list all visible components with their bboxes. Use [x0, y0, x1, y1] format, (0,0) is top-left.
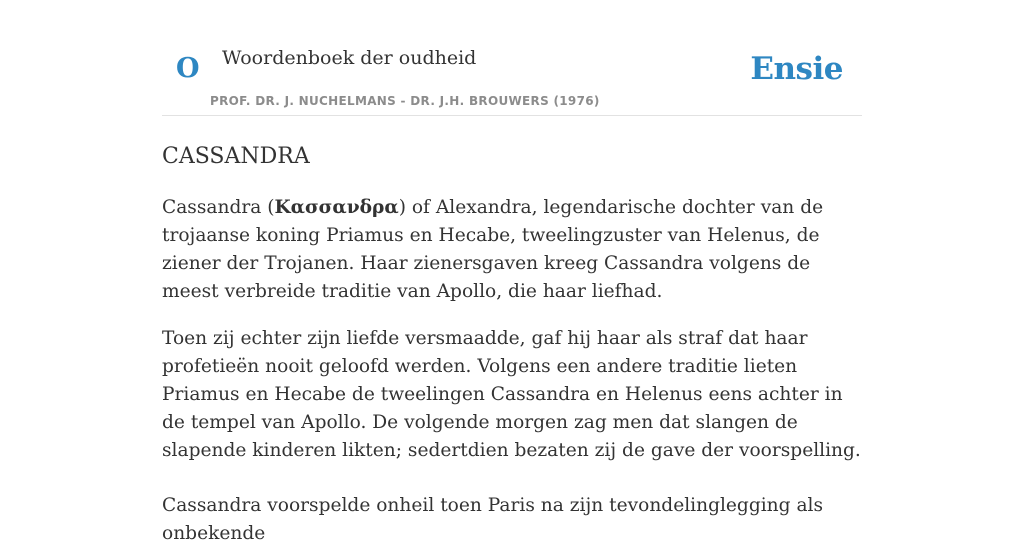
- greek-term: Κασσανδρα: [274, 197, 399, 218]
- index-letter[interactable]: O: [176, 53, 200, 84]
- paragraph-text: ) of Alexandra, legendarische dochter van de trojaanse koning Priamus en Hecabe, tweelingzuster van Helenus, de ziener der Trojanen. Haar zienersgaven kreeg Cassandra volgens de meest verbreide traditie van Apollo, die haar liefhad.: [162, 197, 824, 302]
- book-title-link[interactable]: Woordenboek der oudheid: [222, 47, 477, 69]
- book-authors: PROF. DR. J. NUCHELMANS - DR. J.H. BROUWERS (1976): [210, 94, 600, 108]
- ensie-logo[interactable]: Ensie: [750, 51, 843, 87]
- entry-paragraph: [162, 194, 862, 306]
- entry-title: CASSANDRA: [162, 144, 310, 169]
- paragraph-text: Cassandra (: [162, 197, 275, 218]
- entry-paragraph: Toen zij echter zijn liefde versmaadde, gaf hij haar als straf dat haar profetieën nooit geloofd werden. Volgens een andere traditie lieten Priamus en Hecabe de tweelingen Cassandra en Helenus eens achter in de tempel van Apollo. De volgende morgen zag men dat slangen de slapende kinderen likten; sedertdien bezaten zij de gave der voorspelling.: [162, 328, 861, 461]
- entry-paragraph: Cassandra voorspelde onheil toen Paris na zijn tevondelinglegging als onbekende: [162, 495, 824, 544]
- page: [162, 0, 862, 548]
- header: [162, 0, 862, 116]
